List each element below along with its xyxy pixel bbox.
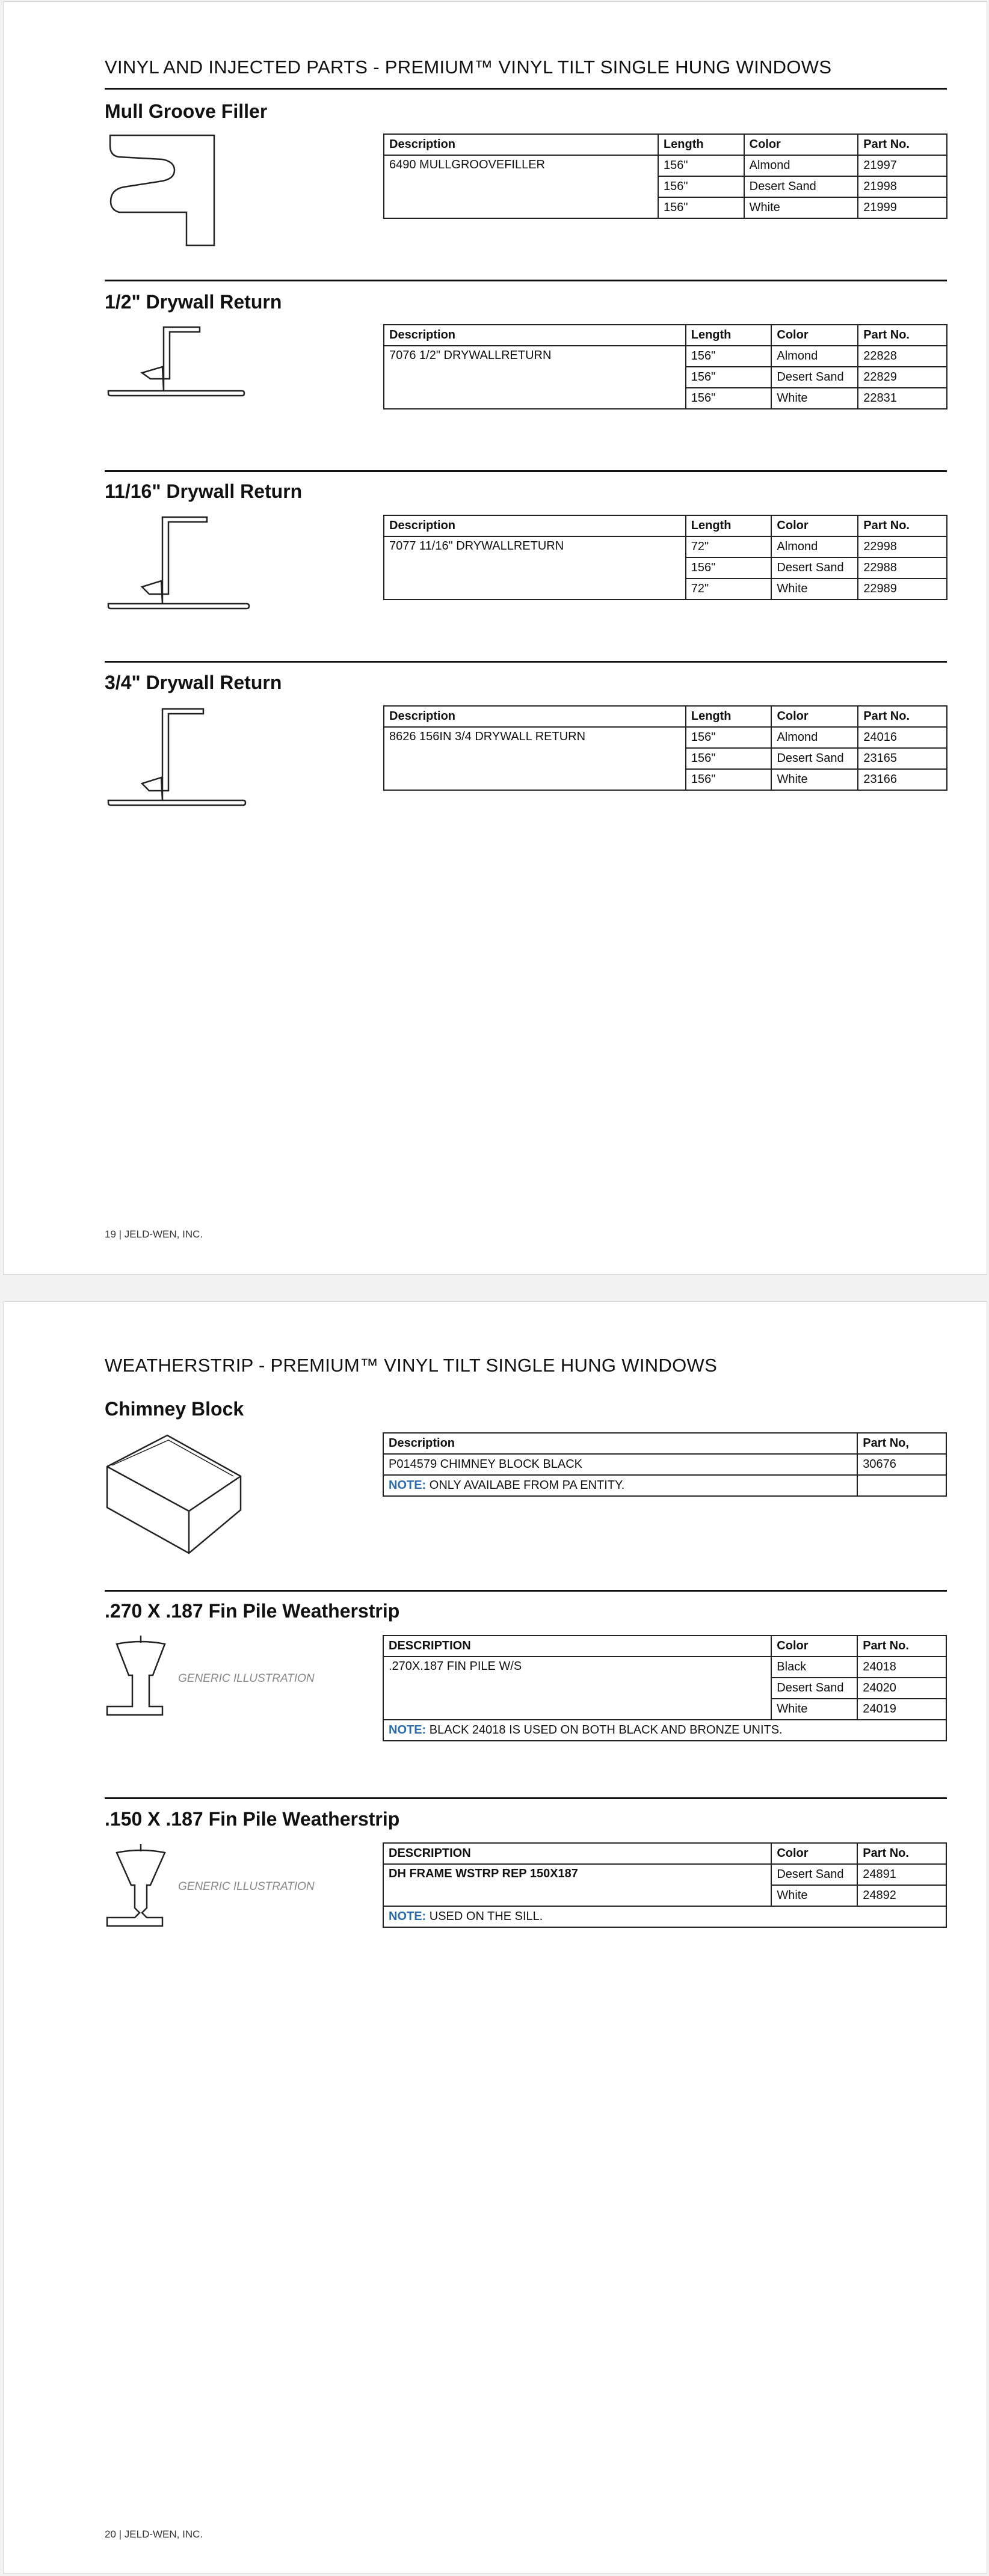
- part-no-cell: 22998: [858, 536, 947, 557]
- length-cell: 72": [686, 536, 772, 557]
- table-header-row: [383, 1843, 946, 1864]
- length-cell: 156": [686, 367, 772, 388]
- color-cell: White: [771, 1885, 857, 1906]
- color-cell: Black: [771, 1657, 857, 1678]
- section-title-three-quarter-drywall-return: 3/4" Drywall Return: [105, 672, 282, 693]
- header-part-no: Part No.: [858, 134, 947, 155]
- table-row: [384, 536, 947, 557]
- part-no-cell: 21998: [858, 176, 947, 197]
- part-no-cell: 22989: [858, 578, 947, 600]
- header-description: Description: [384, 706, 686, 727]
- catalog-page-20: [3, 1301, 987, 2574]
- header-part-no: Part No.: [858, 515, 947, 536]
- part-no-cell: 23166: [858, 769, 947, 790]
- length-cell: 156": [658, 197, 744, 218]
- section-title-fin-pile-270: .270 X .187 Fin Pile Weatherstrip: [105, 1600, 400, 1622]
- fin-pile-270-profile-icon: [105, 1634, 177, 1725]
- header-color: Color: [771, 706, 858, 727]
- color-cell: Desert Sand: [771, 748, 858, 769]
- header-description: DESCRIPTION: [383, 1636, 771, 1657]
- table-header-row: [384, 706, 947, 727]
- three-quarter-drywall-return-parts-table: [383, 705, 947, 791]
- header-description: Description: [384, 325, 686, 346]
- header-part-no: Part No.: [858, 706, 947, 727]
- part-no-cell: 24019: [857, 1699, 946, 1720]
- color-cell: Almond: [771, 346, 858, 367]
- header-color: Color: [771, 515, 858, 536]
- header-length: Length: [658, 134, 744, 155]
- header-description: Description: [384, 134, 658, 155]
- note-row: [383, 1906, 946, 1927]
- header-length: Length: [686, 706, 772, 727]
- length-cell: 156": [686, 557, 772, 578]
- page-footer: 19 | JELD-WEN, INC.: [105, 1228, 203, 1240]
- length-cell: 156": [686, 769, 772, 790]
- length-cell: 72": [686, 578, 772, 600]
- fin-pile-150-profile-icon: [105, 1843, 177, 1933]
- color-cell: Desert Sand: [771, 1678, 857, 1699]
- header-description: Description: [384, 515, 686, 536]
- note-cell: [383, 1906, 946, 1927]
- section-title-eleven-sixteenths-drywall-return: 11/16" Drywall Return: [105, 480, 303, 502]
- color-cell: White: [771, 578, 858, 600]
- three-quarter-drywall-return-profile-icon: [107, 707, 249, 809]
- part-no-cell: 22831: [858, 388, 947, 409]
- note-label: NOTE:: [389, 1723, 427, 1737]
- color-cell: White: [771, 769, 858, 790]
- table-row: [384, 346, 947, 367]
- color-cell: White: [771, 1699, 857, 1720]
- description-cell: P014579 CHIMNEY BLOCK BLACK: [383, 1454, 857, 1475]
- color-cell: White: [744, 197, 858, 218]
- section-title-fin-pile-150: .150 X .187 Fin Pile Weatherstrip: [105, 1808, 400, 1830]
- table-row: [384, 727, 947, 748]
- chimney-block-illustration-icon: [105, 1433, 247, 1559]
- note-label: NOTE:: [389, 1479, 427, 1492]
- fin-pile-270-parts-table: [383, 1635, 947, 1741]
- part-no-cell: 24020: [857, 1678, 946, 1699]
- table-header-row: [384, 325, 947, 346]
- header-length: Length: [686, 325, 772, 346]
- chimney-block-parts-table: [383, 1432, 947, 1497]
- color-cell: Desert Sand: [744, 176, 858, 197]
- table-row: [384, 155, 947, 176]
- mull-groove-filler-parts-table: [383, 133, 947, 219]
- part-no-cell: 22829: [858, 367, 947, 388]
- table-header-row: [383, 1636, 946, 1657]
- catalog-page-19: [3, 1, 987, 1275]
- length-cell: 156": [686, 748, 772, 769]
- note-text: BLACK 24018 IS USED ON BOTH BLACK AND BRONZE UNITS.: [426, 1723, 783, 1737]
- part-no-cell: 23165: [858, 748, 947, 769]
- description-cell: .270X.187 FIN PILE W/S: [383, 1657, 771, 1720]
- part-no-cell: 24018: [857, 1657, 946, 1678]
- description-cell: DH FRAME WSTRP REP 150X187: [383, 1864, 771, 1906]
- color-cell: Desert Sand: [771, 557, 858, 578]
- length-cell: 156": [658, 155, 744, 176]
- color-cell: White: [771, 388, 858, 409]
- table-header-row: [384, 515, 947, 536]
- header-part-no: Part No.: [857, 1843, 946, 1864]
- section-rule: [105, 280, 947, 281]
- note-cell: [383, 1720, 946, 1741]
- note-cell: [383, 1475, 857, 1496]
- eleven-sixteenths-drywall-return-profile-icon: [107, 515, 251, 611]
- note-label: NOTE:: [389, 1910, 427, 1923]
- header-color: Color: [771, 1636, 857, 1657]
- length-cell: 156": [686, 346, 772, 367]
- section-rule: [105, 1797, 947, 1799]
- section-rule: [105, 661, 947, 663]
- page-title: VINYL AND INJECTED PARTS - PREMIUM™ VINYL TILT SINGLE HUNG WINDOWS: [105, 57, 832, 78]
- description-cell: 7077 11/16" DRYWALLRETURN: [384, 536, 686, 600]
- header-part-no: Part No.: [858, 325, 947, 346]
- part-no-cell: 22988: [858, 557, 947, 578]
- note-text: ONLY AVAILABE FROM PA ENTITY.: [426, 1479, 625, 1492]
- part-no-cell: 21997: [858, 155, 947, 176]
- part-no-cell: 30676: [857, 1454, 946, 1475]
- header-description: DESCRIPTION: [383, 1843, 771, 1864]
- header-part-no: Part No.: [857, 1636, 946, 1657]
- description-cell: 8626 156IN 3/4 DRYWALL RETURN: [384, 727, 686, 790]
- table-header-row: [384, 134, 947, 155]
- description-cell: 7076 1/2" DRYWALLRETURN: [384, 346, 686, 409]
- part-no-cell: 21999: [858, 197, 947, 218]
- mull-groove-filler-profile-icon: [107, 134, 221, 248]
- length-cell: 156": [686, 727, 772, 748]
- header-length: Length: [686, 515, 772, 536]
- table-row: [383, 1864, 946, 1885]
- color-cell: Desert Sand: [771, 367, 858, 388]
- length-cell: 156": [658, 176, 744, 197]
- table-row: [383, 1657, 946, 1678]
- empty-cell: [857, 1475, 946, 1496]
- title-rule: [105, 88, 947, 90]
- description-cell: 6490 MULLGROOVEFILLER: [384, 155, 658, 218]
- page-title: WEATHERSTRIP - PREMIUM™ VINYL TILT SINGLE HUNG WINDOWS: [105, 1355, 718, 1376]
- eleven-sixteenths-drywall-return-parts-table: [383, 515, 947, 600]
- header-part-no: Part No,: [857, 1433, 946, 1454]
- section-title-mull-groove-filler: Mull Groove Filler: [105, 100, 268, 122]
- color-cell: Desert Sand: [771, 1864, 857, 1885]
- generic-illustration-label: GENERIC ILLUSTRATION: [178, 1880, 315, 1893]
- section-title-chimney-block: Chimney Block: [105, 1398, 244, 1420]
- header-color: Color: [744, 134, 858, 155]
- table-row: [383, 1454, 946, 1475]
- section-rule: [105, 1590, 947, 1592]
- half-inch-drywall-return-parts-table: [383, 324, 947, 409]
- header-description: Description: [383, 1433, 857, 1454]
- note-row: [383, 1475, 946, 1496]
- page-footer: 20 | JELD-WEN, INC.: [105, 2528, 203, 2540]
- color-cell: Almond: [744, 155, 858, 176]
- note-text: USED ON THE SILL.: [426, 1910, 543, 1923]
- part-no-cell: 24016: [858, 727, 947, 748]
- header-color: Color: [771, 1843, 857, 1864]
- section-rule: [105, 470, 947, 472]
- part-no-cell: 24892: [857, 1885, 946, 1906]
- color-cell: Almond: [771, 536, 858, 557]
- header-color: Color: [771, 325, 858, 346]
- fin-pile-150-parts-table: [383, 1842, 947, 1928]
- half-inch-drywall-return-profile-icon: [107, 325, 245, 397]
- section-title-half-inch-drywall-return: 1/2" Drywall Return: [105, 291, 282, 313]
- length-cell: 156": [686, 388, 772, 409]
- note-row: [383, 1720, 946, 1741]
- color-cell: Almond: [771, 727, 858, 748]
- generic-illustration-label: GENERIC ILLUSTRATION: [178, 1672, 315, 1685]
- table-header-row: [383, 1433, 946, 1454]
- part-no-cell: 24891: [857, 1864, 946, 1885]
- part-no-cell: 22828: [858, 346, 947, 367]
